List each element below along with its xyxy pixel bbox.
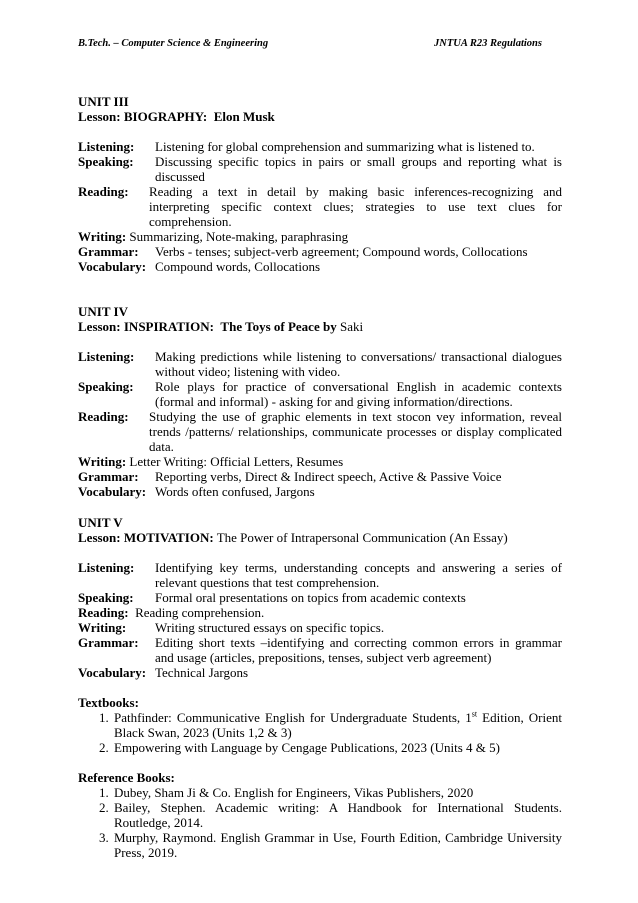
unit-5-reading: Reading: Reading comprehension. <box>78 605 265 620</box>
unit-3-writing: Writing: Summarizing, Note-making, paraphrasing <box>78 229 349 244</box>
unit-4-writing: Writing: Letter Writing: Official Letters, Resumes <box>78 454 344 469</box>
unit-4-listening: Listening: Making predictions while listening to conversations/ transactional dialogues without video; listening with video. <box>78 349 562 379</box>
unit-4-grammar: Grammar: Reporting verbs, Direct & Indirect speech, Active & Passive Voice <box>78 469 502 484</box>
list-item: 3. Murphy, Raymond. English Grammar in Use, Fourth Edition, Cambridge University Press, 2019. <box>112 830 562 860</box>
unit-3-reading: Reading: Reading a text in detail by making basic inferences-recognizing and interpreting specific context clues; strategies to use text clues for comprehension. <box>78 184 562 229</box>
unit-4-section <box>78 304 562 499</box>
unit-5-lesson: Lesson: MOTIVATION: The Power of Intrapersonal Communication (An Essay) <box>78 530 508 545</box>
unit-3-listening: Listening: Listening for global comprehension and summarizing what is listened to. <box>78 139 535 154</box>
unit-5-grammar: Grammar: Editing short texts –identifying and correcting common errors in grammar and usage (articles, prepositions, tenses, subject verb agreement) <box>78 635 562 665</box>
unit-4-lesson: Lesson: INSPIRATION: The Toys of Peace by Saki <box>78 319 364 334</box>
list-item: 2. Bailey, Stephen. Academic writing: A Handbook for International Students. Routledge, 2014. <box>112 800 562 830</box>
list-item: 1. Pathfinder: Communicative English for Undergraduate Students, 1st Edition, Orient Black Swan, 2023 (Units 1,2 & 3) <box>112 710 562 740</box>
document-page <box>78 38 562 860</box>
unit-4-speaking: Speaking: Role plays for practice of conversational English in academic contexts (formal and informal) - asking for and giving information/directions. <box>78 379 562 409</box>
unit-4-reading: Reading: Studying the use of graphic elements in text stocon vey information, reveal trends /patterns/ relationships, communicate processes or display complicated data. <box>78 409 562 454</box>
unit-5-writing: Writing: Writing structured essays on specific topics. <box>78 620 385 635</box>
reference-books-section <box>78 770 562 860</box>
unit-5-listening: Listening: Identifying key terms, understanding concepts and answering a series of relevant questions that test comprehension. <box>78 560 562 590</box>
unit-3-speaking: Speaking: Discussing specific topics in pairs or small groups and reporting what is discussed <box>78 154 562 184</box>
reference-books-heading: Reference Books: <box>78 770 175 785</box>
unit-5-vocabulary: Vocabulary: Technical Jargons <box>78 665 249 680</box>
list-item: 1. Dubey, Sham Ji & Co. English for Engineers, Vikas Publishers, 2020 <box>112 785 562 800</box>
unit-3-section <box>78 94 562 274</box>
header-left: B.Tech. – Computer Science & Engineering <box>78 38 269 49</box>
unit-5-section <box>78 515 562 680</box>
list-item: 2. Empowering with Language by Cengage Publications, 2023 (Units 4 & 5) <box>112 740 562 755</box>
unit-3-title: UNIT III <box>78 94 129 109</box>
header-right: JNTUA R23 Regulations <box>434 38 542 49</box>
textbooks-section <box>78 695 562 755</box>
unit-3-vocabulary: Vocabulary: Compound words, Collocations <box>78 259 321 274</box>
unit-5-speaking: Speaking: Formal oral presentations on topics from academic contexts <box>78 590 466 605</box>
unit-3-lesson: Lesson: BIOGRAPHY: Elon Musk <box>78 109 275 124</box>
textbooks-list <box>78 710 562 755</box>
unit-4-vocabulary: Vocabulary: Words often confused, Jargons <box>78 484 315 499</box>
textbooks-heading: Textbooks: <box>78 695 139 710</box>
unit-4-title: UNIT IV <box>78 304 128 319</box>
unit-3-grammar: Grammar: Verbs - tenses; subject-verb agreement; Compound words, Collocations <box>78 244 528 259</box>
reference-books-list <box>78 785 562 860</box>
page-header <box>78 38 562 50</box>
unit-5-title: UNIT V <box>78 515 123 530</box>
